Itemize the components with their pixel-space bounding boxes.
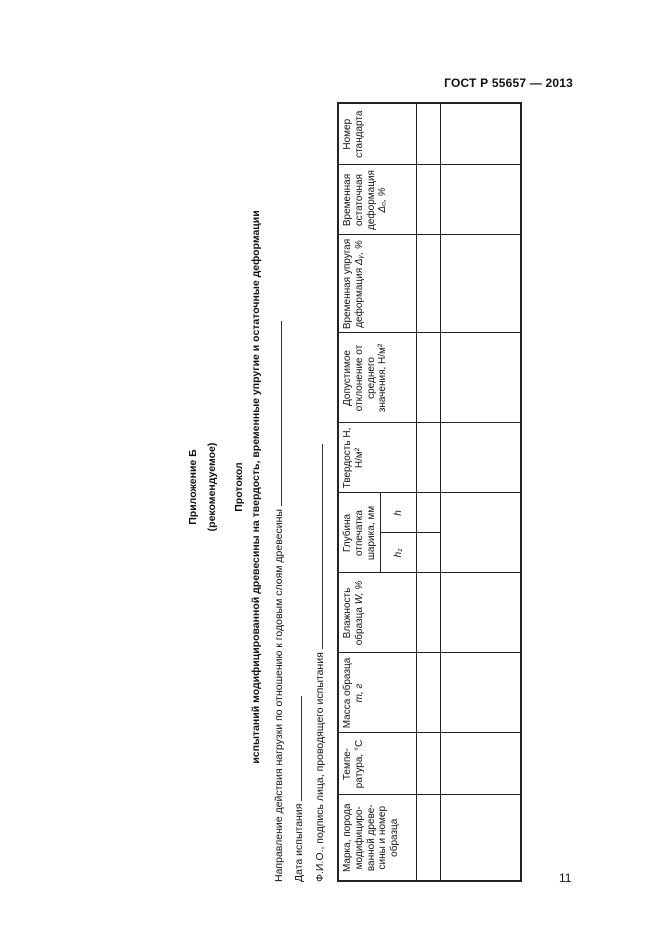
col-header-standard: Номер стандарта (338, 103, 417, 165)
table-cell[interactable] (441, 653, 521, 733)
col-header-depth: Глубина отпечатка шарика, мм (338, 493, 381, 573)
table-cell[interactable] (441, 573, 521, 653)
document-header: ГОСТ Р 55657 — 2013 (444, 76, 573, 90)
table-cell[interactable] (441, 103, 521, 165)
table-cell[interactable] (417, 573, 441, 653)
table-cell[interactable] (417, 165, 441, 235)
table-cell[interactable] (441, 493, 521, 573)
col-header-elastic (338, 235, 417, 333)
table-cell[interactable] (441, 423, 521, 493)
appendix-title: Приложение Б (187, 449, 199, 525)
person-field (313, 444, 326, 882)
appendix-content (161, 92, 491, 882)
date-blank[interactable] (292, 696, 302, 801)
col-header-hardness: Твердость Н, Н/м² (338, 423, 417, 493)
col-header-sample: Марка, порода модифициро-ванной древе-сины и номер образца (338, 795, 417, 881)
table-cell[interactable] (417, 533, 441, 573)
mass-symbol: m, г (353, 683, 365, 703)
direction-blank[interactable] (272, 321, 282, 506)
person-label: Ф.И.О., подпись лица, проводящего испытания (314, 652, 326, 882)
mass-label: Масса образца (342, 657, 353, 729)
table-cell[interactable] (441, 733, 521, 795)
protocol-subtitle: испытаний модифицированной древесины на твердость, временные упругие и остаточные деформации (250, 210, 262, 764)
col-header-h1: h₁ (381, 533, 417, 573)
table-cell[interactable] (417, 333, 441, 423)
table-cell[interactable] (417, 423, 441, 493)
residual-symbol: Δₒ, % (377, 187, 389, 213)
col-header-residual (338, 165, 417, 235)
table-cell[interactable] (441, 795, 521, 881)
col-header-h: h (381, 493, 417, 533)
elastic-symbol: Δᵧ, % (353, 240, 365, 266)
protocol-table (337, 102, 522, 882)
page-number: 11 (559, 871, 572, 885)
direction-field (272, 321, 285, 882)
table-cell[interactable] (417, 103, 441, 165)
appendix-subtitle: (рекомендуемое) (206, 442, 218, 532)
col-header-deviation: Допустимое отклонение от среднего значения, Н/м² (338, 333, 417, 423)
table-cell[interactable] (417, 653, 441, 733)
direction-label: Направление действия нагрузки по отношению к годовым слоям древесины (273, 509, 285, 882)
table-cell[interactable] (417, 235, 441, 333)
protocol-title: Протокол (233, 462, 245, 512)
col-header-mass (338, 653, 417, 733)
col-header-moisture (338, 573, 417, 653)
date-label: Дата испытания (293, 803, 305, 882)
col-header-temperature: Темпе-ратура, °С (338, 733, 417, 795)
table-cell[interactable] (441, 165, 521, 235)
table-cell[interactable] (417, 493, 441, 533)
residual-label: Временная остаточная деформация (342, 170, 377, 230)
date-field (292, 696, 305, 882)
table-cell[interactable] (441, 235, 521, 333)
moisture-symbol: W, % (353, 580, 365, 605)
table-cell[interactable] (417, 733, 441, 795)
table-cell[interactable] (417, 795, 441, 881)
elastic-label: Временная упругая деформация (342, 238, 365, 330)
table-cell[interactable] (441, 333, 521, 423)
moisture-label: Влажность образца (342, 587, 365, 646)
person-blank[interactable] (313, 444, 323, 649)
